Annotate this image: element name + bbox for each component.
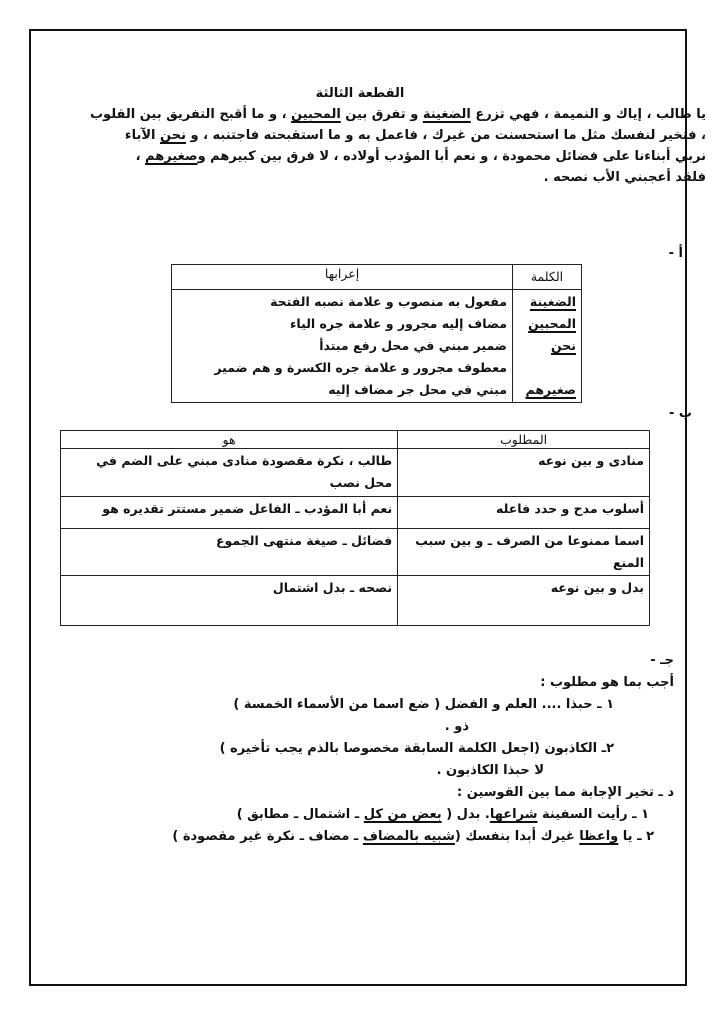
required-cell: اسما ممنوعا من الصرف ـ و بين سبب المنع bbox=[398, 529, 650, 576]
answer-cell: نعم أبا المؤدب ـ الفاعل ضمير مستتر تقديره هو bbox=[61, 497, 398, 529]
section-d bbox=[74, 782, 674, 848]
section-c-instruction: أجب بما هو مطلوب : bbox=[540, 675, 674, 690]
passage-line: فلقد أعجبني الأب نصحه . bbox=[543, 170, 706, 185]
passage-line: نربي أبناءنا على فضائل محمودة ، و نعم أبا المؤدب أولاده ، لا فرق بين كبيرهم وصغيرهم ، bbox=[135, 149, 706, 164]
parsing-cell bbox=[172, 290, 513, 403]
required-cell: بدل و بين نوعه bbox=[398, 576, 650, 626]
table-row bbox=[61, 529, 650, 576]
passage-title: القطعة الثالثة bbox=[315, 86, 405, 101]
table-row bbox=[61, 449, 650, 497]
passage-line: ، فتخير لنفسك مثل ما استحسنت من غيرك ، فاعمل به و ما استقبحته فاجتنبه ، و نحن الآباء bbox=[124, 128, 706, 143]
underlined-word: نحن bbox=[160, 128, 186, 143]
required-cell: أسلوب مدح و حدد فاعله bbox=[398, 497, 650, 529]
section-d-instruction: د ـ تخير الإجابة مما بين القوسين : bbox=[457, 785, 674, 800]
answer-1: ذو . bbox=[444, 719, 469, 734]
section-b-marker: ب - bbox=[669, 406, 692, 421]
header-answer: هو bbox=[61, 431, 398, 449]
parsing-line: مضاف إليه مجرور و علامة جره الياء bbox=[290, 316, 507, 331]
word: نحن bbox=[551, 338, 576, 353]
underlined-answer: بعض من كل bbox=[363, 807, 442, 822]
parsing-line: ضمير مبني في محل رفع مبتدأ bbox=[319, 338, 507, 353]
section-c-marker: جـ - bbox=[650, 653, 674, 668]
question-d1: ١ ـ رأيت السفينة شراعها. بدل ( بعض من كل ـ اشتمال ـ مطابق ) bbox=[236, 807, 649, 822]
passage-line: يا طالب ، إياك و النميمة ، فهي تزرع الضغينة و تفرق بين المحبين ، و ما أقبح التفريق بين القلوب bbox=[89, 107, 706, 122]
header-parsing: إعرابها bbox=[172, 265, 513, 290]
answer-cell: طالب ، نكرة مقصودة منادى مبني على الضم في محل نصب bbox=[61, 449, 398, 497]
header-word: الكلمة bbox=[513, 265, 582, 290]
required-cell: منادى و بين نوعه bbox=[398, 449, 650, 497]
question-1: ١ ـ حبذا .... العلم و الفضل ( ضع اسما من الأسماء الخمسة ) bbox=[233, 697, 614, 712]
underlined-word: واعظا bbox=[579, 829, 619, 844]
underlined-word: الضغينة bbox=[422, 107, 471, 122]
section-c bbox=[74, 650, 674, 848]
underlined-word: صغيرهم bbox=[145, 149, 198, 164]
answer-2: لا حبذا الكاذبون . bbox=[436, 763, 544, 778]
section-a-marker: أ - bbox=[668, 246, 683, 261]
parsing-line: مفعول به منصوب و علامة نصبه الفتحة bbox=[270, 294, 507, 309]
word: الضغينة bbox=[529, 294, 576, 309]
underlined-word: شراعها bbox=[489, 807, 538, 822]
table-row bbox=[61, 497, 650, 529]
requirements-table bbox=[60, 430, 650, 626]
answer-cell: فضائل ـ صيغة منتهى الجموع bbox=[61, 529, 398, 576]
word: المحبين bbox=[528, 316, 576, 331]
question-2: ٢ـ الكاذبون (اجعل الكلمة السابقة مخصوصا بالذم يجب تأخيره ) bbox=[219, 741, 614, 756]
words-cell bbox=[513, 290, 582, 403]
table-row bbox=[61, 576, 650, 626]
underlined-answer: شبيه بالمضاف bbox=[362, 829, 455, 844]
word: صغيرهم bbox=[525, 382, 576, 397]
parsing-table bbox=[171, 264, 582, 403]
parsing-line: معطوف مجرور و علامة جره الكسرة و هم ضمير bbox=[214, 360, 507, 375]
underlined-word: المحبين bbox=[291, 107, 341, 122]
question-d2: ٢ ـ يا واعظا غيرك أبدا بنفسك (شبيه بالمضاف ـ مضاف ـ نكرة غير مقصودة ) bbox=[172, 829, 654, 844]
header-required: المطلوب bbox=[398, 431, 650, 449]
passage-text bbox=[58, 104, 706, 188]
parsing-line: مبني في محل جر مضاف إليه bbox=[328, 382, 507, 397]
answer-cell: نصحه ـ بدل اشتمال bbox=[61, 576, 398, 626]
